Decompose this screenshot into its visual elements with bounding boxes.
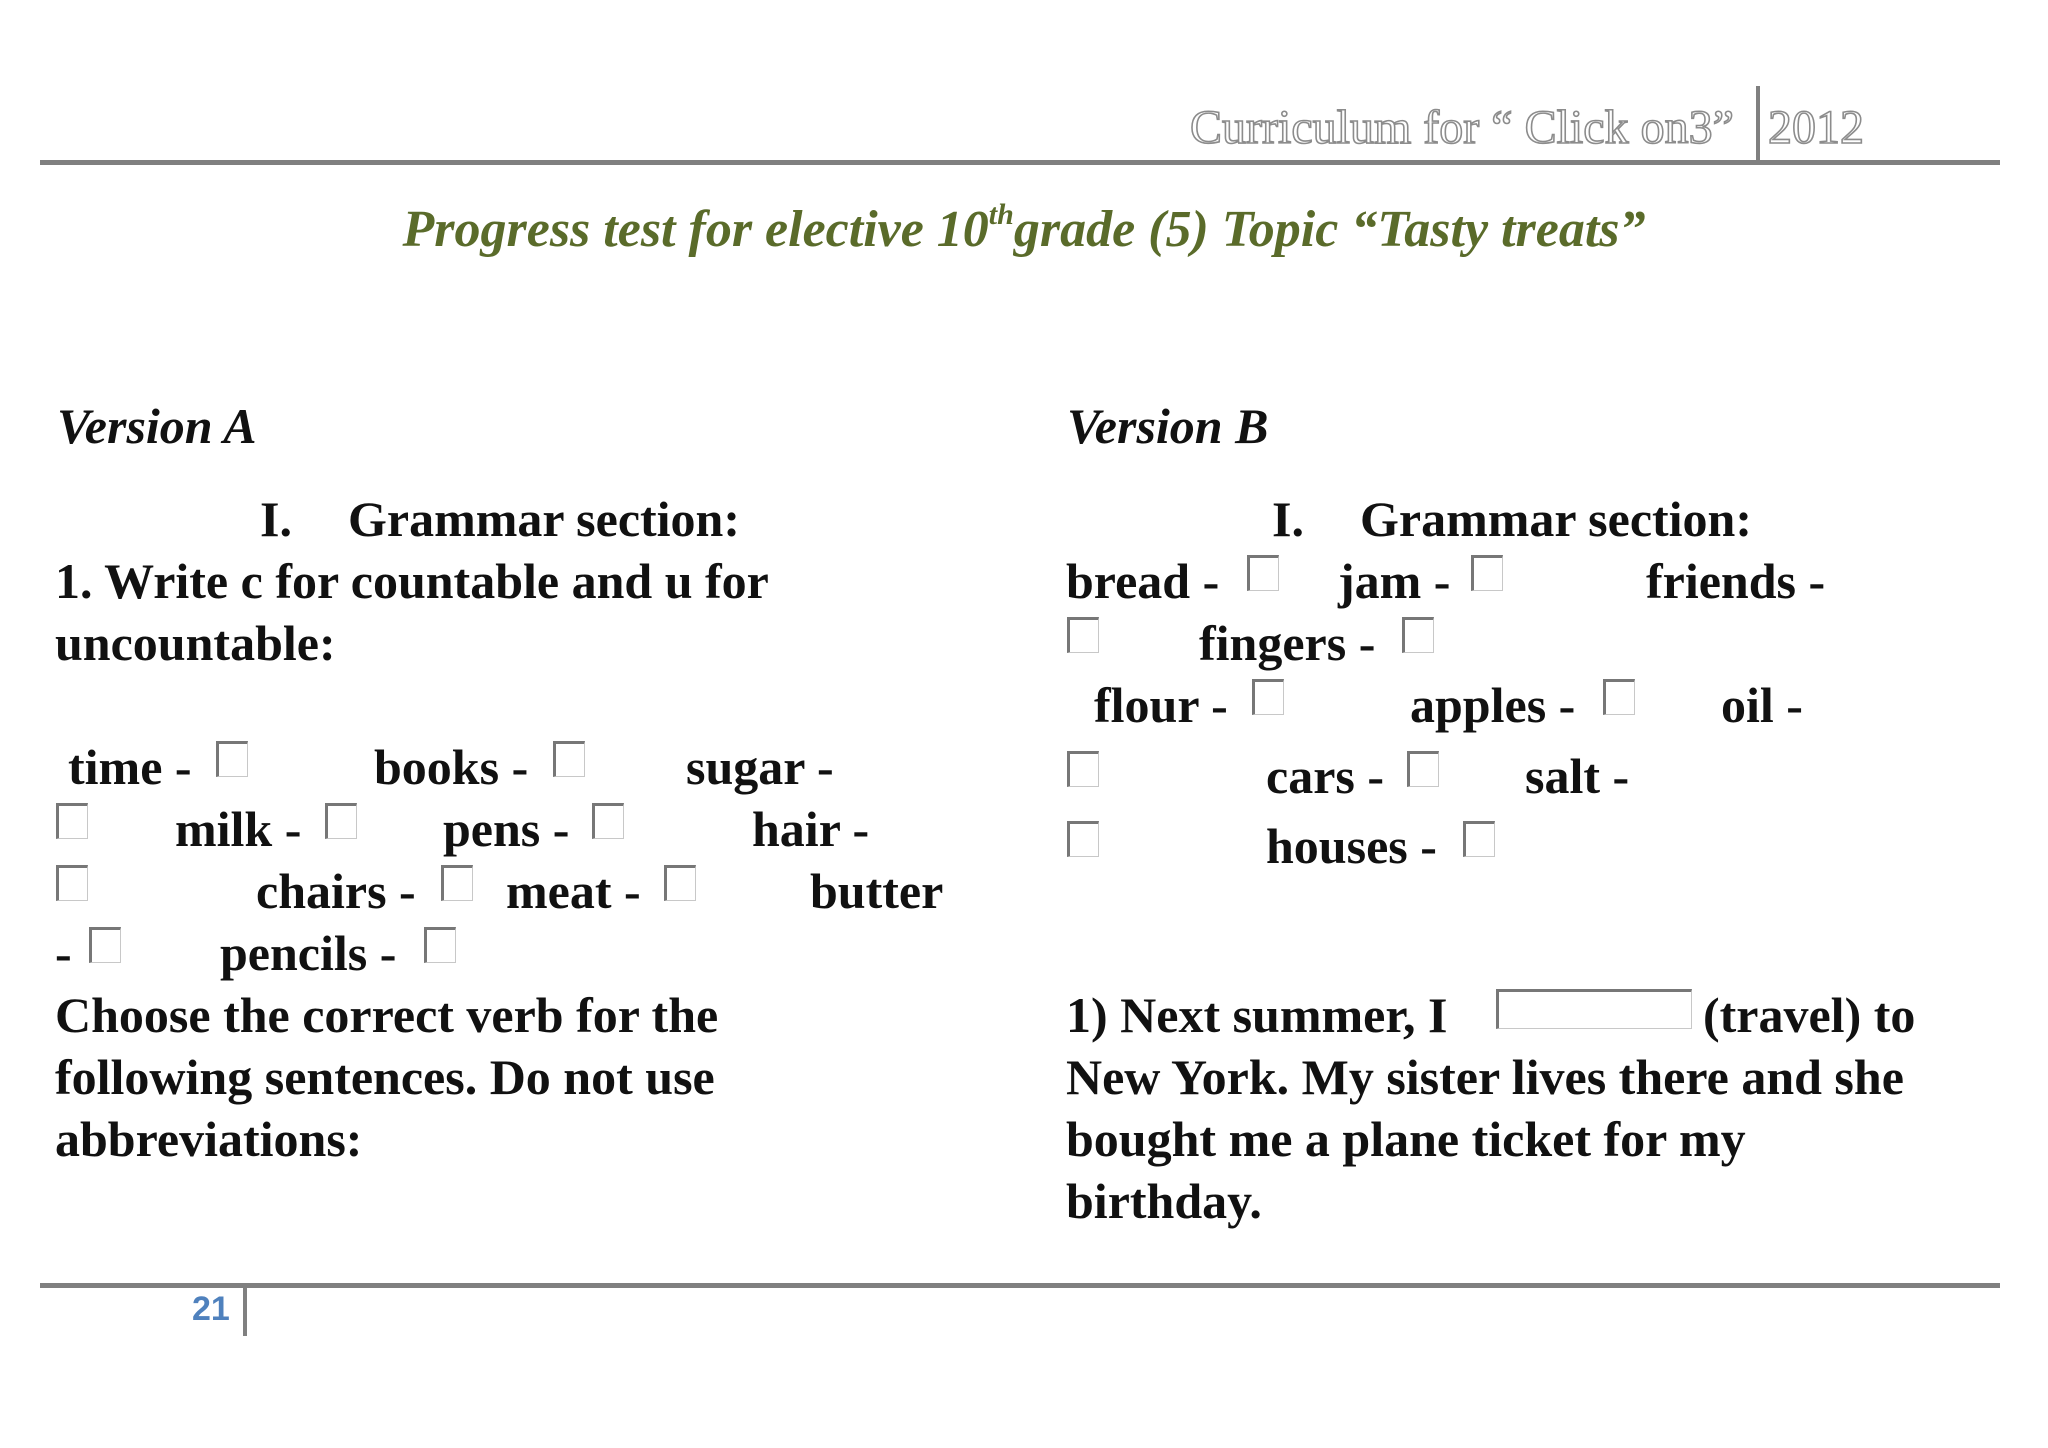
answer-input-travel[interactable] xyxy=(1496,989,1692,1029)
sentence-line4: birthday. xyxy=(1066,1173,1262,1229)
word-butter: butter xyxy=(810,863,944,919)
page-number: 21 xyxy=(192,1290,230,1328)
header-rule xyxy=(40,160,2000,165)
word-sugar: sugar - xyxy=(686,739,834,795)
version-a-task2-line2: following sentences. Do not use xyxy=(55,1049,715,1105)
checkbox-oil[interactable] xyxy=(1067,751,1099,787)
version-b-section-title: Grammar section: xyxy=(1360,491,1753,547)
checkbox-chairs[interactable] xyxy=(441,865,473,901)
word-flour: flour - xyxy=(1094,677,1228,733)
version-a-task2-line3: abbreviations: xyxy=(55,1111,363,1167)
header-curriculum: Curriculum for “ Click on3” xyxy=(1190,101,1734,154)
checkbox-fingers[interactable] xyxy=(1402,617,1434,653)
version-a-task1-line1: 1. Write c for countable and u for xyxy=(55,553,769,609)
checkbox-apples[interactable] xyxy=(1603,679,1635,715)
word-chairs: chairs - xyxy=(256,863,416,919)
header-divider xyxy=(1756,86,1760,162)
checkbox-bread[interactable] xyxy=(1247,555,1279,591)
word-fingers: fingers - xyxy=(1199,615,1376,671)
checkbox-meat[interactable] xyxy=(664,865,696,901)
sentence-verb: (travel) to xyxy=(1703,987,1916,1043)
word-jam: jam - xyxy=(1338,553,1451,609)
word-meat: meat - xyxy=(506,863,641,919)
checkbox-salt[interactable] xyxy=(1067,821,1099,857)
checkbox-milk[interactable] xyxy=(325,803,357,839)
checkbox-books[interactable] xyxy=(553,741,585,777)
word-friends: friends - xyxy=(1646,553,1826,609)
word-pencils: pencils - xyxy=(220,925,397,981)
version-a-section-number: I. xyxy=(260,491,292,547)
version-b-section-number: I. xyxy=(1272,491,1304,547)
checkbox-flour[interactable] xyxy=(1252,679,1284,715)
word-butter-dash: - xyxy=(55,925,72,981)
word-books: books - xyxy=(374,739,529,795)
footer-divider xyxy=(243,1286,247,1336)
word-bread: bread - xyxy=(1066,553,1220,609)
word-oil: oil - xyxy=(1721,677,1803,733)
checkbox-friends[interactable] xyxy=(1067,617,1099,653)
checkbox-time[interactable] xyxy=(216,741,248,777)
word-houses: houses - xyxy=(1266,818,1437,874)
checkbox-hair[interactable] xyxy=(56,865,88,901)
sentence-line3: bought me a plane ticket for my xyxy=(1066,1111,1746,1167)
checkbox-pens[interactable] xyxy=(592,803,624,839)
checkbox-pencils[interactable] xyxy=(424,927,456,963)
word-pens: pens - xyxy=(443,801,570,857)
word-cars: cars - xyxy=(1266,748,1384,804)
word-milk: milk - xyxy=(175,801,302,857)
header-year: 2012 xyxy=(1768,101,1864,154)
sentence-line2: New York. My sister lives there and she xyxy=(1066,1049,1904,1105)
checkbox-butter[interactable] xyxy=(89,927,121,963)
version-a-section-title: Grammar section: xyxy=(348,491,741,547)
footer-rule xyxy=(40,1283,2000,1288)
checkbox-sugar[interactable] xyxy=(56,803,88,839)
checkbox-jam[interactable] xyxy=(1471,555,1503,591)
version-a-task2-line1: Choose the correct verb for the xyxy=(55,987,719,1043)
version-a-heading: Version A xyxy=(57,398,257,454)
checkbox-houses[interactable] xyxy=(1463,821,1495,857)
word-time: time - xyxy=(68,739,192,795)
word-hair: hair - xyxy=(752,801,870,857)
word-apples: apples - xyxy=(1410,677,1576,733)
version-a-task1-line2: uncountable: xyxy=(55,615,336,671)
word-salt: salt - xyxy=(1525,748,1630,804)
version-b-heading: Version B xyxy=(1067,398,1269,454)
sentence-start: 1) Next summer, I xyxy=(1066,987,1448,1043)
page-title: Progress test for elective 10thgrade (5) Topic “Tasty treats” xyxy=(402,198,1646,258)
checkbox-cars[interactable] xyxy=(1407,751,1439,787)
